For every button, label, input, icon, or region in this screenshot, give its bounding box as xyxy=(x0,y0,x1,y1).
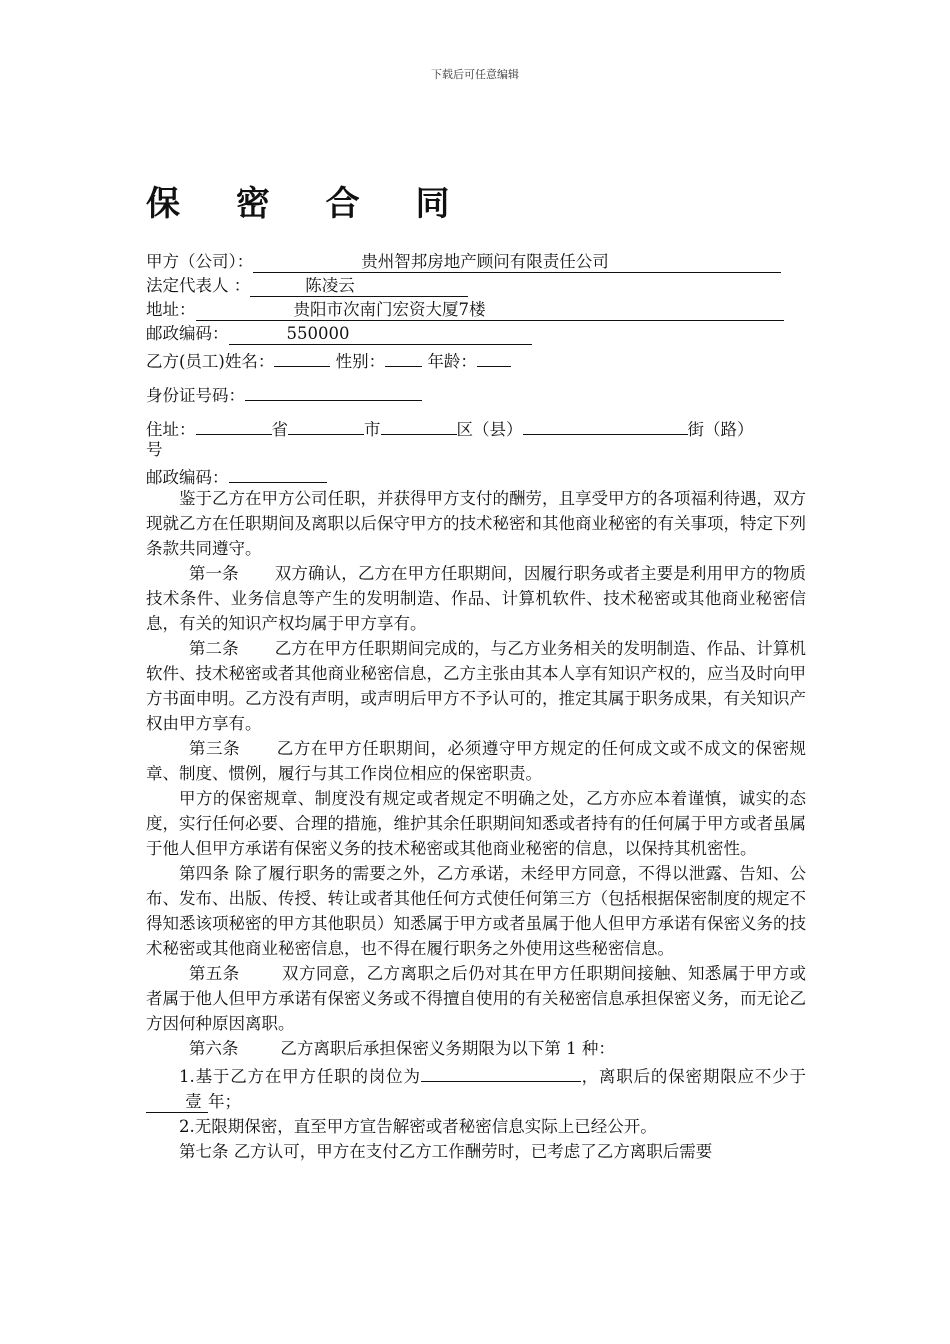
intro-paragraph: 鉴于乙方在甲方公司任职，并获得甲方支付的酬劳，且享受甲方的各项福利待遇，双方现就乙方在任职期间及离职以后保守甲方的技术秘密和其他商业秘密的有关事项，特定下列条款共同遵守。 xyxy=(146,489,806,558)
article-6 xyxy=(146,1036,806,1061)
party-b-id-line xyxy=(146,380,806,404)
article-3-title: 第三条 xyxy=(188,739,241,758)
document-title: 保 密 合 同 xyxy=(146,184,472,224)
party-a-rep-field xyxy=(250,276,468,297)
party-b-street-field xyxy=(523,414,688,435)
party-a-rep-label: 法定代表人 ： xyxy=(146,276,251,295)
party-b-address-label: 住址： xyxy=(146,420,196,439)
party-b-age-label: 年龄： xyxy=(427,352,477,371)
header-note: 下载后可任意编辑 xyxy=(431,68,519,81)
party-b-address-line xyxy=(146,414,806,438)
party-a-rep-line xyxy=(146,274,806,298)
party-b-name-field xyxy=(274,346,330,367)
article-7 xyxy=(146,1139,806,1164)
article-2-title: 第二条 xyxy=(188,639,239,658)
article-6-text: 乙方离职后承担保密义务期限为以下第 1 种： xyxy=(280,1039,615,1058)
article-3 xyxy=(146,736,806,786)
party-b-postcode-line xyxy=(146,462,806,486)
party-b-line xyxy=(146,346,806,370)
party-b-city: 市 xyxy=(364,420,381,439)
years-field xyxy=(146,1092,208,1113)
party-a-postcode-line xyxy=(146,322,806,346)
party-b-district-field xyxy=(381,414,457,435)
party-a-label: 甲方（公司）： xyxy=(146,252,254,271)
article-6-item-1-b: ，离职后的保密期限应不少于 xyxy=(580,1067,806,1086)
party-a-address-value: 贵阳市次南门宏资大厦7楼 xyxy=(293,300,486,319)
article-6-item-1-c: 年； xyxy=(208,1092,241,1111)
party-b-id-label: 身份证号码： xyxy=(146,386,245,405)
article-3-text: 乙方在甲方任职期间，必须遵守甲方规定的任何成文或不成文的保密规章、制度、惯例，履行与其工作岗位相应的保密职责。 xyxy=(146,739,807,783)
document-body xyxy=(146,250,806,1164)
party-b-gender-label: 性别： xyxy=(335,352,386,371)
article-6-item-2: 2.无限期保密，直至甲方宣告解密或者秘密信息实际上已经公开。 xyxy=(179,1117,657,1136)
party-b-number-line xyxy=(146,438,806,462)
party-b-id-field xyxy=(245,380,422,401)
party-b-province: 省 xyxy=(271,420,288,439)
party-b-age-field xyxy=(477,346,511,367)
party-a-address-line xyxy=(146,298,806,322)
years-value: 壹 xyxy=(185,1092,202,1111)
article-3-paragraph-2: 甲方的保密规章、制度没有规定或者规定不明确之处，乙方亦应本着谨慎，诚实的态度，实行任何必要、合理的措施，维护其余任职期间知悉或者持有的任何属于甲方或者虽属于他人但甲方承诺有保密义务的技术秘密或其他商业秘密的信息，以保持其机密性。 xyxy=(146,789,806,858)
party-b-street: 街（路） xyxy=(687,420,754,439)
article-1-title: 第一条 xyxy=(188,564,239,583)
article-2 xyxy=(146,636,806,736)
party-a-line xyxy=(146,250,806,274)
article-1 xyxy=(146,561,806,636)
party-b-name-label: 乙方(员工)姓名： xyxy=(146,352,275,371)
party-b-postcode-field xyxy=(229,462,327,483)
party-a-address-field xyxy=(196,300,784,321)
party-b-district: 区（县） xyxy=(456,420,523,439)
position-field xyxy=(421,1061,581,1082)
party-b-postcode-label: 邮政编码： xyxy=(146,468,229,487)
party-b-city-field xyxy=(288,414,364,435)
party-b-gender-field xyxy=(385,346,422,367)
article-1-text: 双方确认，乙方在甲方任职期间，因履行职务或者主要是利用甲方的物质技术条件、业务信息等产生的发明制造、作品、计算机软件、技术秘密或其他商业秘密信息，有关的知识产权均属于甲方享有。 xyxy=(146,564,807,633)
article-5-title: 第五条 xyxy=(188,964,240,983)
party-a-postcode-label: 邮政编码： xyxy=(146,324,229,343)
article-7-text: 乙方认可，甲方在支付乙方工作酬劳时，已考虑了乙方离职后需要 xyxy=(233,1142,713,1161)
article-5-text: 双方同意，乙方离职之后仍对其在甲方任职期间接触、知悉属于甲方或者属于他人但甲方承诺有保密义务或不得擅自使用的有关秘密信息承担保密义务，而无论乙方因何种原因离职。 xyxy=(146,964,807,1033)
party-b-province-field xyxy=(196,414,272,435)
party-b-number: 号 xyxy=(146,440,163,459)
party-a-address-label: 地址： xyxy=(146,300,196,319)
party-a-postcode-field xyxy=(229,324,532,345)
party-a-value: 贵州智邦房地产顾问有限责任公司 xyxy=(361,252,609,271)
article-4-title: 第四条 xyxy=(179,864,230,883)
party-a-field xyxy=(253,252,781,273)
party-a-postcode-value: 550000 xyxy=(286,324,350,343)
article-6-item-1 xyxy=(146,1061,806,1114)
article-6-item-1-a: 1.基于乙方在甲方任职的岗位为 xyxy=(179,1067,421,1086)
article-2-text: 乙方在甲方任职期间完成的，与乙方业务相关的发明制造、作品、计算机软件、技术秘密或者其他商业秘密信息，乙方主张由其本人享有知识产权的，应当及时向甲方书面申明。乙方没有声明，或声明后甲方不予认可的，推定其属于职务成果，有关知识产权由甲方享有。 xyxy=(146,639,807,733)
article-4-text: 除了履行职务的需要之外，乙方承诺，未经甲方同意，不得以泄露、告知、公布、发布、出版、传授、转让或者其他任何方式使任何第三方（包括根据保密制度的规定不得知悉该项秘密的甲方其他职员）知悉属于甲方或者虽属于他人但甲方承诺有保密义务的技术秘密或其他商业秘密信息，也不得在履行职务之外使用这些秘密信息。 xyxy=(146,864,807,958)
party-a-rep-value: 陈凌云 xyxy=(305,276,355,295)
article-4 xyxy=(146,861,806,961)
article-6-title: 第六条 xyxy=(188,1039,239,1058)
article-5 xyxy=(146,961,806,1036)
article-7-title: 第七条 xyxy=(179,1142,229,1161)
